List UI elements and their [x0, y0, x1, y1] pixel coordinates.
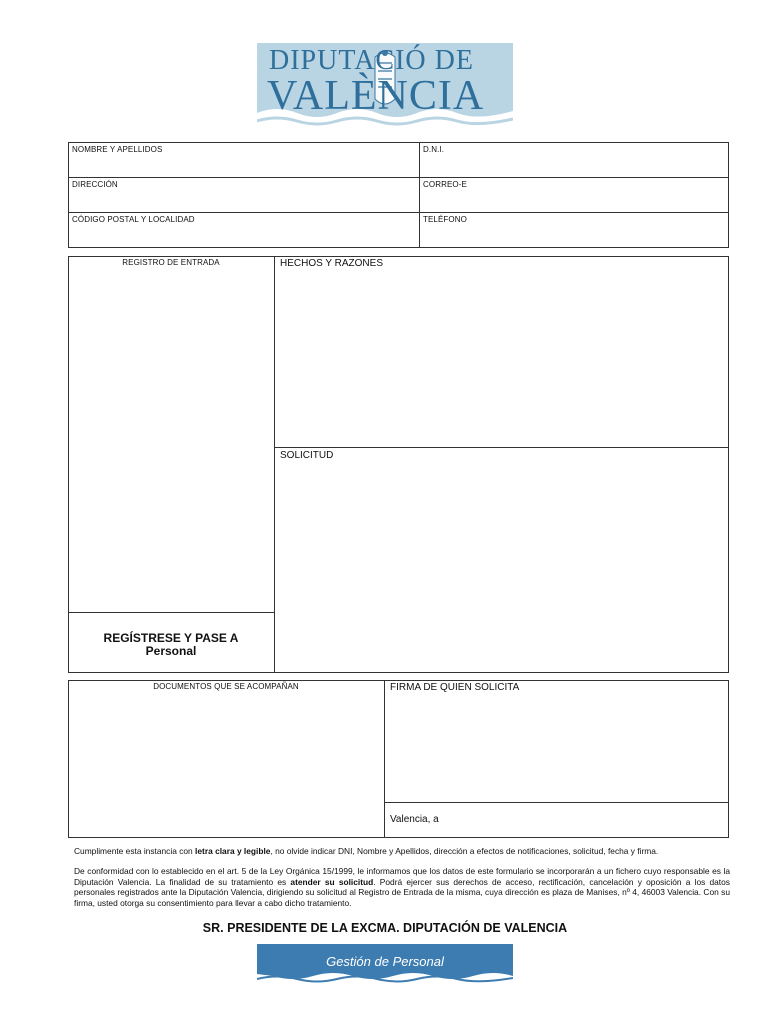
dni-label: D.N.I. [423, 145, 445, 154]
postal-code-label: CÓDIGO POSTAL Y LOCALIDAD [72, 215, 195, 224]
postal-code-field[interactable] [69, 225, 418, 247]
registry-stamp-area [69, 270, 273, 610]
diputacio-valencia-logo [257, 43, 513, 133]
documents-label: DOCUMENTOS QUE SE ACOMPAÑAN [153, 682, 299, 691]
logo-line2: VALÈNCIA [267, 73, 485, 119]
address-field[interactable] [69, 190, 418, 211]
place-date-label: Valencia, a [390, 814, 439, 825]
footer-banner [257, 944, 513, 984]
request-label: SOLICITUD [280, 450, 334, 461]
logo-line1: DIPUTACIÓ DE [269, 45, 474, 76]
signature-label: FIRMA DE QUIEN SOLICITA [390, 682, 520, 693]
request-field[interactable] [276, 464, 728, 672]
name-label: NOMBRE Y APELLIDOS [72, 145, 163, 154]
footer-banner-text: Gestión de Personal [326, 954, 444, 969]
email-label: CORREO-E [423, 180, 467, 189]
register-line1: REGÍSTRESE Y PASE A [103, 631, 239, 645]
address-label: DIRECCIÓN [72, 180, 118, 189]
dni-field[interactable] [420, 155, 728, 176]
register-line2: Personal [145, 644, 197, 658]
instructions-paragraph: Cumplimente esta instancia con letra clara y legible, no olvide indicar DNI, Nombre y Apellidos, dirección a efectos de notificaciones, solicitud, fecha y firma. [74, 846, 659, 856]
phone-label: TELÉFONO [423, 215, 467, 224]
facts-field[interactable] [276, 272, 728, 446]
signature-field[interactable] [386, 696, 728, 801]
registry-label: REGISTRO DE ENTRADA [122, 258, 220, 267]
data-protection-paragraph: De conformidad con lo establecido en el art. 5 de la Ley Orgánica 15/1999, le informamos que los datos de este formulario se incorporarán a un fichero cuyo responsable es la Diputación Valencia. La finalidad de su tratamiento es atender su solicitud. Podrá ejercer sus derechos de acceso, rectificación, cancelación y oposición a los datos personales registrados ante la Diputación Valencia, dirigiendo su solicitud al Registro de Entrada de la misma, cuya dirección es plaza de Manises, nº 4, 46003 Valencia. Con su firma, usted otorga su consentimiento para llevar a cabo dicho tratamiento. [74, 866, 730, 908]
name-field[interactable] [69, 155, 418, 176]
documents-field[interactable] [70, 694, 382, 836]
facts-label: HECHOS Y RAZONES [280, 258, 383, 269]
email-field[interactable] [420, 190, 728, 211]
date-field[interactable] [450, 810, 726, 830]
register-routing [68, 632, 274, 658]
addressee-title: SR. PRESIDENTE DE LA EXCMA. DIPUTACIÓN DE VALENCIA [202, 921, 568, 935]
phone-field[interactable] [420, 225, 728, 247]
